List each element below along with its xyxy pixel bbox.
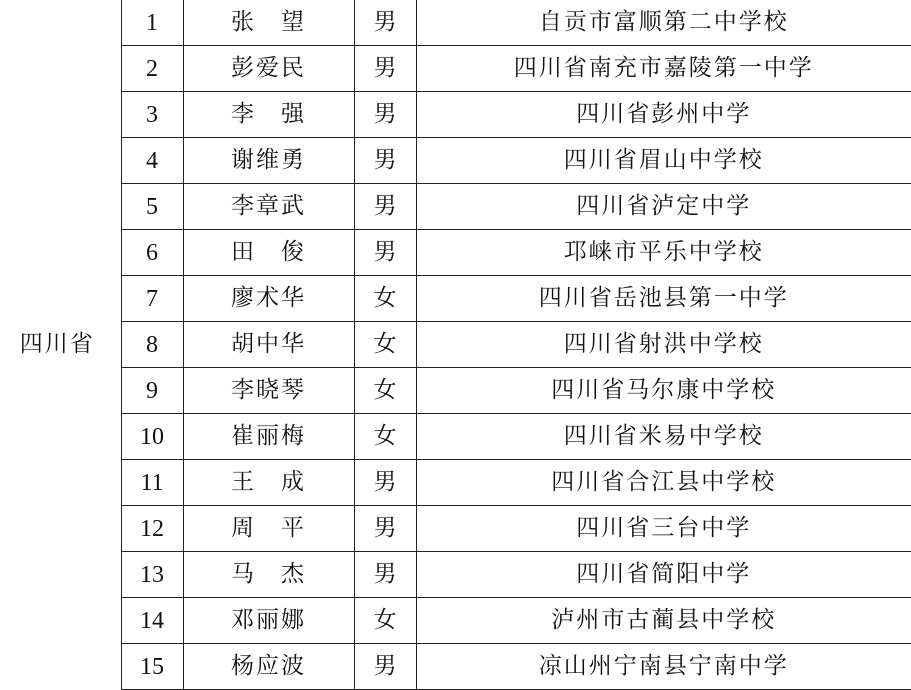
person-name: 李章武 xyxy=(183,184,354,230)
gender-cell: 男 xyxy=(354,506,416,552)
table-row xyxy=(0,230,911,276)
table-row xyxy=(0,184,911,230)
row-number: 14 xyxy=(121,598,183,644)
row-number: 13 xyxy=(121,552,183,598)
school-name: 四川省三台中学 xyxy=(416,506,911,552)
school-name: 四川省米易中学校 xyxy=(416,414,911,460)
table-row xyxy=(0,598,911,644)
row-number: 11 xyxy=(121,460,183,506)
gender-cell: 男 xyxy=(354,138,416,184)
person-name: 田 俊 xyxy=(183,230,354,276)
school-name: 四川省眉山中学校 xyxy=(416,138,911,184)
person-name: 胡中华 xyxy=(183,322,354,368)
person-name: 谢维勇 xyxy=(183,138,354,184)
school-name: 四川省合江县中学校 xyxy=(416,460,911,506)
school-name: 四川省马尔康中学校 xyxy=(416,368,911,414)
row-number: 1 xyxy=(121,0,183,46)
row-number: 4 xyxy=(121,138,183,184)
school-name: 四川省泸定中学 xyxy=(416,184,911,230)
person-name: 王 成 xyxy=(183,460,354,506)
province-cell: 四川省 xyxy=(0,0,121,690)
table-row xyxy=(0,552,911,598)
row-number: 5 xyxy=(121,184,183,230)
gender-cell: 男 xyxy=(354,46,416,92)
gender-cell: 男 xyxy=(354,0,416,46)
table-row xyxy=(0,138,911,184)
person-name: 杨应波 xyxy=(183,644,354,690)
gender-cell: 女 xyxy=(354,276,416,322)
row-number: 9 xyxy=(121,368,183,414)
gender-cell: 男 xyxy=(354,92,416,138)
row-number: 12 xyxy=(121,506,183,552)
person-name: 李 强 xyxy=(183,92,354,138)
gender-cell: 女 xyxy=(354,414,416,460)
gender-cell: 男 xyxy=(354,460,416,506)
row-number: 15 xyxy=(121,644,183,690)
table-row xyxy=(0,414,911,460)
person-name: 马 杰 xyxy=(183,552,354,598)
school-name: 四川省彭州中学 xyxy=(416,92,911,138)
table-row xyxy=(0,92,911,138)
person-name: 李晓琴 xyxy=(183,368,354,414)
gender-cell: 男 xyxy=(354,552,416,598)
person-name: 邓丽娜 xyxy=(183,598,354,644)
person-name: 彭爱民 xyxy=(183,46,354,92)
person-name: 廖术华 xyxy=(183,276,354,322)
table-row xyxy=(0,506,911,552)
person-name: 崔丽梅 xyxy=(183,414,354,460)
gender-cell: 女 xyxy=(354,368,416,414)
table-row xyxy=(0,276,911,322)
row-number: 10 xyxy=(121,414,183,460)
row-number: 8 xyxy=(121,322,183,368)
school-name: 四川省简阳中学 xyxy=(416,552,911,598)
school-name: 凉山州宁南县宁南中学 xyxy=(416,644,911,690)
table-row xyxy=(0,0,911,46)
row-number: 7 xyxy=(121,276,183,322)
table-row xyxy=(0,322,911,368)
gender-cell: 男 xyxy=(354,644,416,690)
gender-cell: 男 xyxy=(354,230,416,276)
school-name: 四川省南充市嘉陵第一中学 xyxy=(416,46,911,92)
gender-cell: 男 xyxy=(354,184,416,230)
school-name: 邛崃市平乐中学校 xyxy=(416,230,911,276)
table-row xyxy=(0,368,911,414)
table-row xyxy=(0,460,911,506)
person-name: 张 望 xyxy=(183,0,354,46)
gender-cell: 女 xyxy=(354,322,416,368)
school-name: 四川省岳池县第一中学 xyxy=(416,276,911,322)
school-name: 自贡市富顺第二中学校 xyxy=(416,0,911,46)
row-number: 2 xyxy=(121,46,183,92)
person-name: 周 平 xyxy=(183,506,354,552)
table-row xyxy=(0,46,911,92)
row-number: 6 xyxy=(121,230,183,276)
school-name: 四川省射洪中学校 xyxy=(416,322,911,368)
gender-cell: 女 xyxy=(354,598,416,644)
school-name: 泸州市古蔺县中学校 xyxy=(416,598,911,644)
row-number: 3 xyxy=(121,92,183,138)
